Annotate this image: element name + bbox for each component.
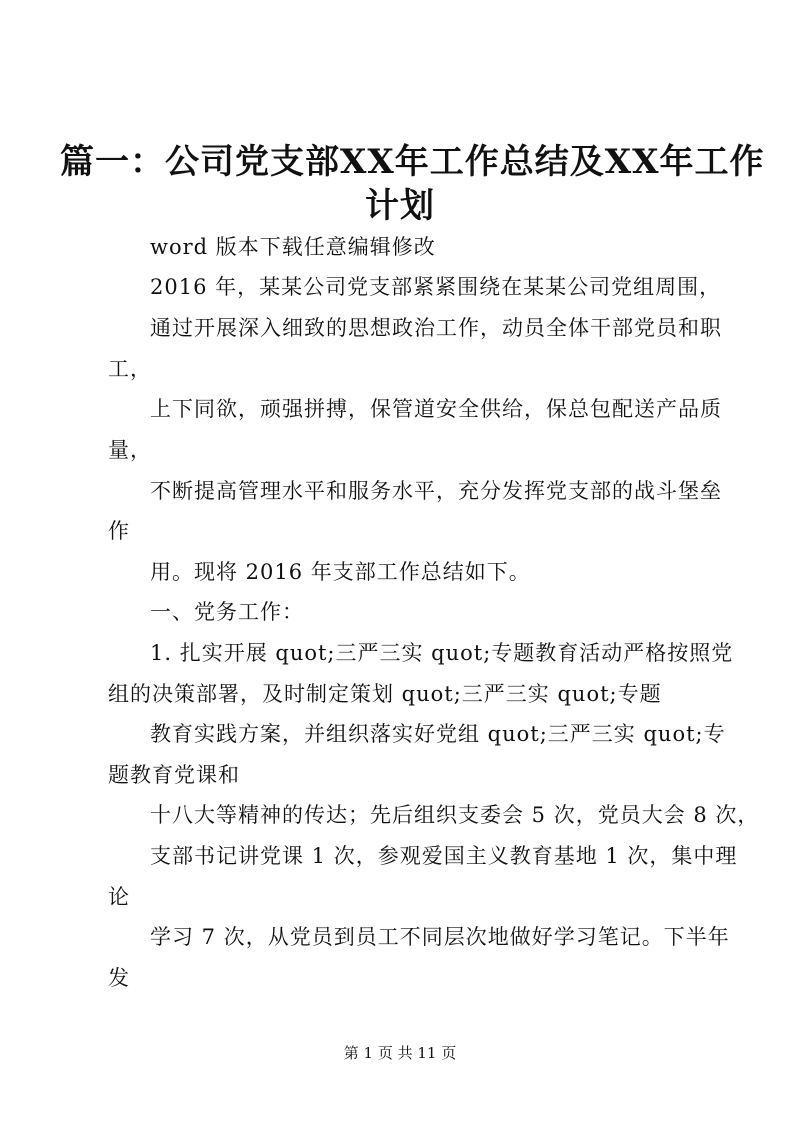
body-line: 工，	[108, 357, 152, 381]
body-line: 2016 年，某某公司党支部紧紧围绕在某某公司党组周围，	[150, 275, 722, 299]
body-line: word 版本下载任意编辑修改	[150, 235, 436, 259]
document-title-line-2: 计划	[365, 186, 435, 226]
body-line: 题教育党课和	[108, 763, 240, 787]
body-line: 作	[108, 519, 130, 543]
section-heading: 一、党务工作：	[150, 600, 304, 624]
body-line: 学习 7 次，从党员到员工不同层次地做好学习笔记。下半年	[150, 925, 730, 949]
body-line: 论	[108, 885, 130, 909]
body-line: 十八大等精神的传达；先后组织支委会 5 次，党员大会 8 次，	[150, 803, 760, 827]
body-line: 发	[108, 966, 130, 990]
page-number-footer: 第 1 页 共 11 页	[343, 1044, 457, 1062]
body-line: 上下同欲，顽强拼搏，保管道安全供给，保总包配送产品质	[150, 397, 722, 421]
document-title-line-1: 篇一：公司党支部XX年工作总结及XX年工作	[60, 142, 765, 182]
body-line: 教育实践方案，并组织落实好党组 quot;三严三实 quot;专	[150, 722, 726, 746]
body-line: 用。现将 2016 年支部工作总结如下。	[150, 560, 531, 584]
body-line: 量，	[108, 438, 152, 462]
body-line: 通过开展深入细致的思想政治工作，动员全体干部党员和职	[150, 316, 722, 340]
body-line: 1. 扎实开展 quot;三严三实 quot;专题教育活动严格按照党	[150, 641, 734, 665]
body-line: 支部书记讲党课 1 次，参观爱国主义教育基地 1 次，集中理	[150, 844, 738, 868]
body-line: 不断提高管理水平和服务水平，充分发挥党支部的战斗堡垒	[150, 479, 722, 503]
body-line: 组的决策部署，及时制定策划 quot;三严三实 quot;专题	[108, 682, 662, 706]
